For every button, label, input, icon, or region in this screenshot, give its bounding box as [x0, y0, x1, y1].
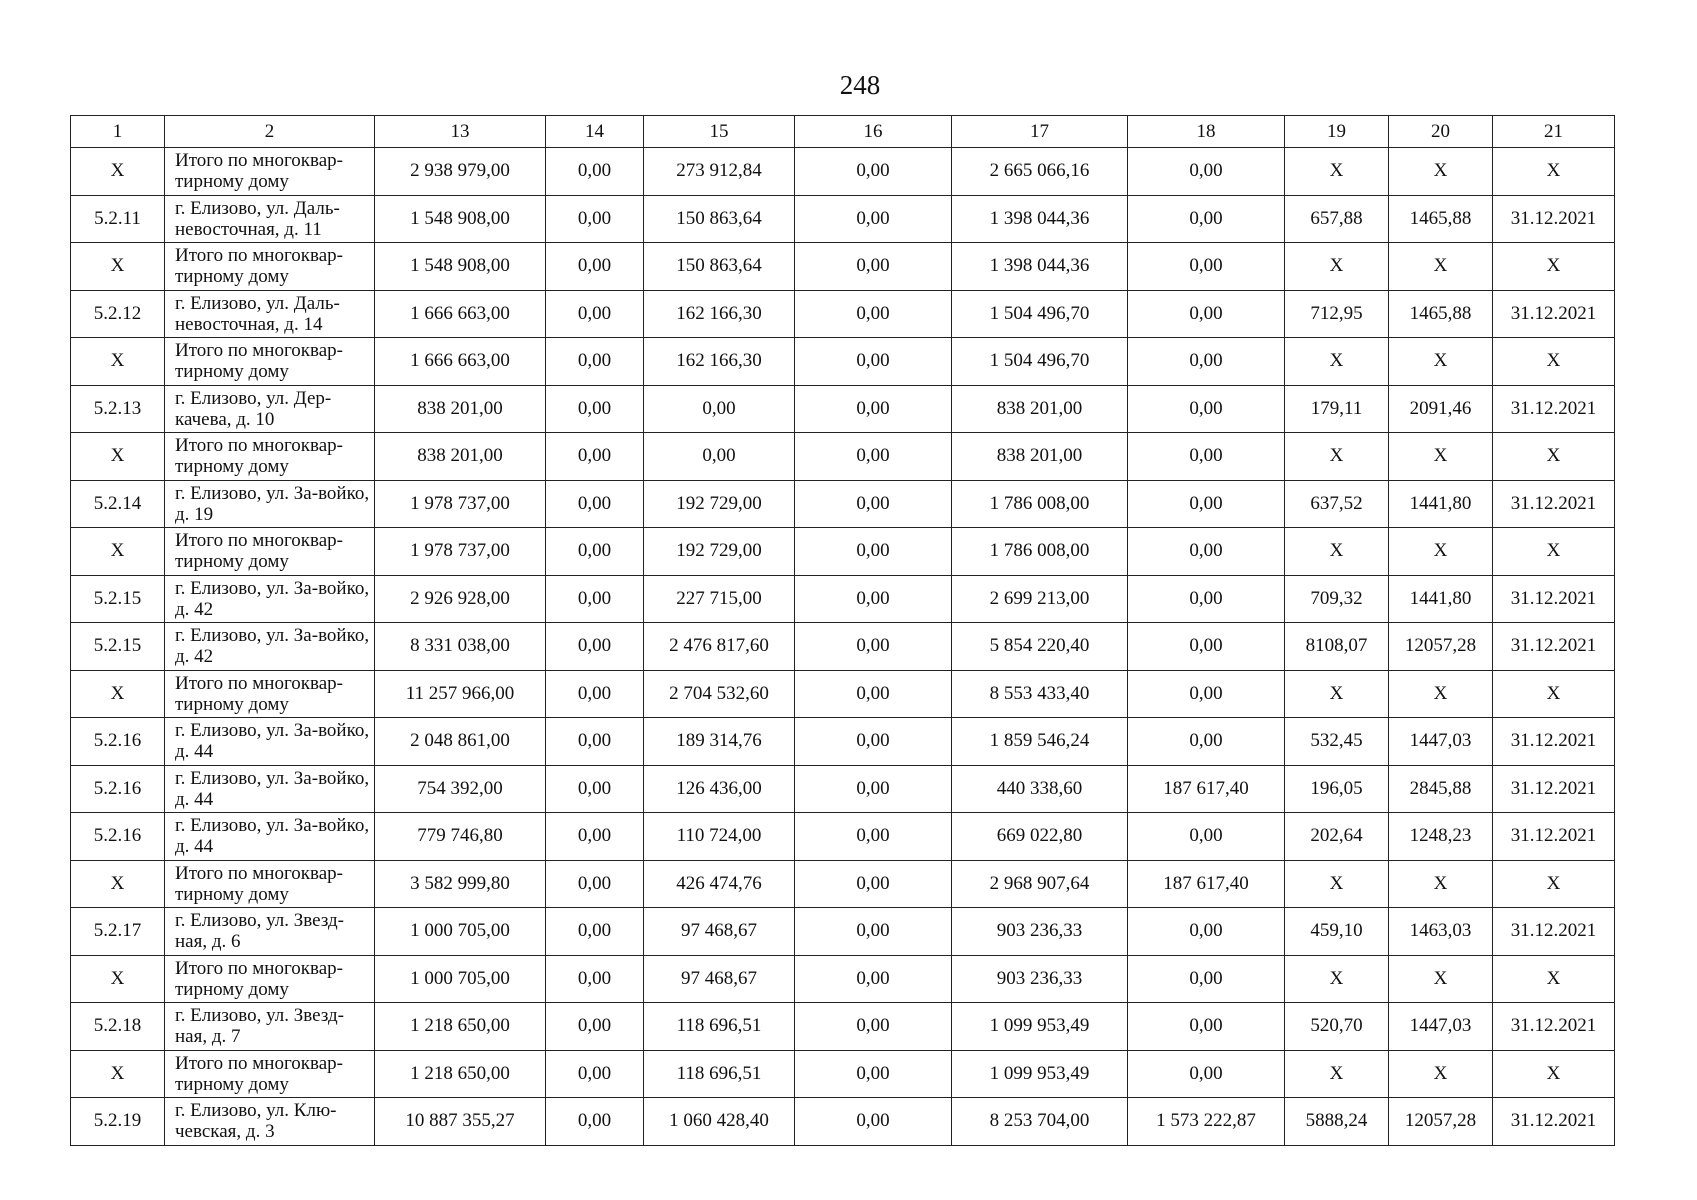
table-cell: 0,00: [546, 955, 644, 1003]
address-cell: г. Елизово, ул. За-войко, д. 44: [165, 765, 375, 813]
table-cell: 0,00: [795, 385, 952, 433]
table-cell: 0,00: [795, 718, 952, 766]
table-cell: 0,00: [795, 1003, 952, 1051]
table-row: [71, 243, 1615, 291]
table-cell: 1 978 737,00: [375, 528, 546, 576]
table-cell: 2 926 928,00: [375, 575, 546, 623]
table-cell: X: [1493, 528, 1615, 576]
table-cell: 227 715,00: [644, 575, 795, 623]
table-cell: 0,00: [795, 290, 952, 338]
table-cell: 0,00: [1128, 1050, 1285, 1098]
table-row: [71, 1003, 1615, 1051]
table-cell: 0,00: [546, 338, 644, 386]
table-cell: 162 166,30: [644, 290, 795, 338]
table-cell: 838 201,00: [952, 385, 1128, 433]
table-cell: 150 863,64: [644, 195, 795, 243]
table-cell: 0,00: [1128, 623, 1285, 671]
table-cell: 150 863,64: [644, 243, 795, 291]
address-cell: г. Елизово, ул. Клю-чевская, д. 3: [165, 1098, 375, 1146]
table-cell: 1 786 008,00: [952, 480, 1128, 528]
table-cell: 202,64: [1285, 813, 1389, 861]
table-cell: 0,00: [546, 243, 644, 291]
table-cell: X: [1285, 955, 1389, 1003]
table-cell: 0,00: [795, 860, 952, 908]
column-header: 20: [1389, 116, 1493, 148]
table-cell: 0,00: [795, 765, 952, 813]
table-row: [71, 765, 1615, 813]
table-cell: 838 201,00: [952, 433, 1128, 481]
table-cell: 1 398 044,36: [952, 195, 1128, 243]
table-cell: 110 724,00: [644, 813, 795, 861]
table-row: [71, 433, 1615, 481]
table-row: [71, 338, 1615, 386]
table-cell: 1248,23: [1389, 813, 1493, 861]
table-row: [71, 813, 1615, 861]
address-cell: Итого по многоквар-тирному дому: [165, 338, 375, 386]
table-cell: 754 392,00: [375, 765, 546, 813]
address-cell: г. Елизово, ул. За-войко, д. 44: [165, 718, 375, 766]
table-cell: 1447,03: [1389, 1003, 1493, 1051]
table-cell: 5.2.14: [71, 480, 165, 528]
table-cell: 5.2.19: [71, 1098, 165, 1146]
table-cell: 0,00: [546, 908, 644, 956]
table-cell: 426 474,76: [644, 860, 795, 908]
table-cell: 179,11: [1285, 385, 1389, 433]
table-cell: 196,05: [1285, 765, 1389, 813]
table-cell: X: [71, 433, 165, 481]
table-cell: X: [1285, 338, 1389, 386]
table-cell: 0,00: [644, 433, 795, 481]
table-cell: 5.2.16: [71, 813, 165, 861]
table-cell: 0,00: [1128, 670, 1285, 718]
table-cell: X: [1389, 433, 1493, 481]
table-cell: 0,00: [795, 243, 952, 291]
table-cell: 532,45: [1285, 718, 1389, 766]
table-cell: 2091,46: [1389, 385, 1493, 433]
table-cell: 0,00: [1128, 385, 1285, 433]
table-cell: 0,00: [1128, 433, 1285, 481]
table-cell: 12057,28: [1389, 623, 1493, 671]
table-cell: 0,00: [546, 385, 644, 433]
table-cell: 0,00: [1128, 1003, 1285, 1051]
table-cell: X: [1493, 338, 1615, 386]
table-cell: 2 704 532,60: [644, 670, 795, 718]
table-cell: 0,00: [546, 148, 644, 196]
table-cell: 838 201,00: [375, 385, 546, 433]
table-cell: 1 099 953,49: [952, 1003, 1128, 1051]
table-cell: 0,00: [1128, 575, 1285, 623]
table-cell: 0,00: [1128, 290, 1285, 338]
table-cell: 1 573 222,87: [1128, 1098, 1285, 1146]
table-cell: 31.12.2021: [1493, 623, 1615, 671]
table-cell: 126 436,00: [644, 765, 795, 813]
table-cell: 31.12.2021: [1493, 908, 1615, 956]
table-cell: 2 665 066,16: [952, 148, 1128, 196]
table-cell: 0,00: [795, 148, 952, 196]
table-cell: 0,00: [795, 623, 952, 671]
table-cell: 0,00: [644, 385, 795, 433]
table-cell: 520,70: [1285, 1003, 1389, 1051]
address-cell: Итого по многоквар-тирному дому: [165, 860, 375, 908]
address-cell: г. Елизово, ул. Звезд-ная, д. 7: [165, 1003, 375, 1051]
table-cell: 709,32: [1285, 575, 1389, 623]
table-cell: 31.12.2021: [1493, 575, 1615, 623]
column-header: 21: [1493, 116, 1615, 148]
table-cell: 162 166,30: [644, 338, 795, 386]
address-cell: г. Елизово, ул. Дер-качева, д. 10: [165, 385, 375, 433]
table-cell: 0,00: [1128, 148, 1285, 196]
table-body: [71, 148, 1615, 1146]
table-cell: X: [1493, 955, 1615, 1003]
address-cell: г. Елизово, ул. За-войко, д. 19: [165, 480, 375, 528]
address-cell: г. Елизово, ул. За-войко, д. 44: [165, 813, 375, 861]
table-cell: 1 060 428,40: [644, 1098, 795, 1146]
table-cell: 1463,03: [1389, 908, 1493, 956]
table-cell: 31.12.2021: [1493, 290, 1615, 338]
table-row: [71, 1098, 1615, 1146]
table-cell: 5 854 220,40: [952, 623, 1128, 671]
table-cell: 1 504 496,70: [952, 290, 1128, 338]
address-cell: г. Елизово, ул. Даль-невосточная, д. 14: [165, 290, 375, 338]
table-cell: 1 548 908,00: [375, 243, 546, 291]
table-cell: 657,88: [1285, 195, 1389, 243]
column-header: 19: [1285, 116, 1389, 148]
column-header: 16: [795, 116, 952, 148]
data-table: [70, 115, 1615, 1146]
table-cell: X: [71, 955, 165, 1003]
table-cell: X: [1389, 338, 1493, 386]
table-cell: 1 666 663,00: [375, 290, 546, 338]
table-cell: 1 786 008,00: [952, 528, 1128, 576]
table-cell: 0,00: [795, 338, 952, 386]
table-cell: 1 504 496,70: [952, 338, 1128, 386]
table-row: [71, 670, 1615, 718]
table-cell: 31.12.2021: [1493, 1098, 1615, 1146]
table-cell: X: [1493, 860, 1615, 908]
table-cell: 0,00: [546, 1098, 644, 1146]
table-cell: 11 257 966,00: [375, 670, 546, 718]
table-cell: X: [1285, 433, 1389, 481]
column-header: 17: [952, 116, 1128, 148]
table-cell: 31.12.2021: [1493, 480, 1615, 528]
table-cell: X: [71, 860, 165, 908]
table-cell: 97 468,67: [644, 955, 795, 1003]
table-cell: X: [1389, 243, 1493, 291]
table-cell: 2 968 907,64: [952, 860, 1128, 908]
table-cell: X: [71, 528, 165, 576]
address-cell: Итого по многоквар-тирному дому: [165, 955, 375, 1003]
table-cell: 5.2.12: [71, 290, 165, 338]
table-row: [71, 1050, 1615, 1098]
table-cell: 0,00: [1128, 718, 1285, 766]
table-cell: 712,95: [1285, 290, 1389, 338]
table-cell: 0,00: [546, 813, 644, 861]
table-cell: 0,00: [1128, 243, 1285, 291]
table-cell: 31.12.2021: [1493, 195, 1615, 243]
table-cell: 31.12.2021: [1493, 385, 1615, 433]
table-cell: 0,00: [546, 290, 644, 338]
table-cell: X: [1389, 528, 1493, 576]
table-cell: X: [1285, 528, 1389, 576]
table-cell: X: [1389, 1050, 1493, 1098]
table-cell: 0,00: [795, 1098, 952, 1146]
table-cell: 0,00: [1128, 528, 1285, 576]
table-cell: 8 331 038,00: [375, 623, 546, 671]
column-header: 14: [546, 116, 644, 148]
table-cell: 440 338,60: [952, 765, 1128, 813]
table-cell: 903 236,33: [952, 908, 1128, 956]
table-cell: 903 236,33: [952, 955, 1128, 1003]
table-cell: 0,00: [546, 575, 644, 623]
column-header: 2: [165, 116, 375, 148]
table-cell: 1447,03: [1389, 718, 1493, 766]
table-cell: 0,00: [795, 528, 952, 576]
table-cell: X: [1493, 1050, 1615, 1098]
table-cell: X: [1285, 670, 1389, 718]
table-cell: 189 314,76: [644, 718, 795, 766]
table-cell: X: [1389, 148, 1493, 196]
table-row: [71, 860, 1615, 908]
table-cell: X: [1389, 860, 1493, 908]
table-cell: X: [1493, 433, 1615, 481]
table-cell: X: [1285, 860, 1389, 908]
address-cell: Итого по многоквар-тирному дому: [165, 1050, 375, 1098]
table-cell: X: [1285, 148, 1389, 196]
table-cell: 1 000 705,00: [375, 955, 546, 1003]
table-cell: 669 022,80: [952, 813, 1128, 861]
table-cell: 779 746,80: [375, 813, 546, 861]
table-cell: X: [1285, 1050, 1389, 1098]
table-cell: 0,00: [1128, 338, 1285, 386]
table-cell: 0,00: [795, 670, 952, 718]
table-cell: 1 398 044,36: [952, 243, 1128, 291]
table-row: [71, 148, 1615, 196]
column-header: 18: [1128, 116, 1285, 148]
table-cell: 0,00: [546, 1050, 644, 1098]
address-cell: г. Елизово, ул. Звезд-ная, д. 6: [165, 908, 375, 956]
table-row: [71, 718, 1615, 766]
address-cell: г. Елизово, ул. Даль-невосточная, д. 11: [165, 195, 375, 243]
table-cell: 2 938 979,00: [375, 148, 546, 196]
table-cell: 0,00: [795, 955, 952, 1003]
table-cell: X: [1493, 670, 1615, 718]
address-cell: г. Елизово, ул. За-войко, д. 42: [165, 623, 375, 671]
table-cell: 0,00: [795, 1050, 952, 1098]
address-cell: Итого по многоквар-тирному дому: [165, 243, 375, 291]
table-cell: 187 617,40: [1128, 765, 1285, 813]
table-cell: 838 201,00: [375, 433, 546, 481]
table-cell: 0,00: [795, 480, 952, 528]
table-cell: 0,00: [546, 718, 644, 766]
table-row: [71, 528, 1615, 576]
table-cell: 5.2.16: [71, 718, 165, 766]
table-cell: 97 468,67: [644, 908, 795, 956]
table-cell: 0,00: [546, 195, 644, 243]
table-cell: 1 859 546,24: [952, 718, 1128, 766]
table-cell: 0,00: [546, 670, 644, 718]
table-cell: 0,00: [1128, 480, 1285, 528]
table-cell: 118 696,51: [644, 1050, 795, 1098]
table-cell: 0,00: [546, 433, 644, 481]
table-cell: 118 696,51: [644, 1003, 795, 1051]
table-cell: X: [71, 670, 165, 718]
table-cell: 5.2.13: [71, 385, 165, 433]
table-cell: 1465,88: [1389, 290, 1493, 338]
table-cell: 8 253 704,00: [952, 1098, 1128, 1146]
table-cell: 1 000 705,00: [375, 908, 546, 956]
table-cell: 5.2.18: [71, 1003, 165, 1051]
table-cell: 5.2.11: [71, 195, 165, 243]
table-cell: 31.12.2021: [1493, 1003, 1615, 1051]
table-cell: X: [71, 338, 165, 386]
address-cell: Итого по многоквар-тирному дому: [165, 528, 375, 576]
table-cell: 2 699 213,00: [952, 575, 1128, 623]
table-cell: 0,00: [1128, 908, 1285, 956]
table-cell: X: [71, 148, 165, 196]
table-row: [71, 480, 1615, 528]
table-cell: X: [1493, 148, 1615, 196]
table-cell: 459,10: [1285, 908, 1389, 956]
address-cell: г. Елизово, ул. За-войко, д. 42: [165, 575, 375, 623]
header-row: [71, 116, 1615, 148]
table-cell: X: [71, 1050, 165, 1098]
table-cell: 8108,07: [1285, 623, 1389, 671]
table-cell: 1441,80: [1389, 480, 1493, 528]
table-cell: 10 887 355,27: [375, 1098, 546, 1146]
table-cell: 0,00: [795, 575, 952, 623]
table-cell: 1 218 650,00: [375, 1050, 546, 1098]
table-cell: 0,00: [546, 480, 644, 528]
column-header: 13: [375, 116, 546, 148]
table-cell: 187 617,40: [1128, 860, 1285, 908]
table-row: [71, 955, 1615, 1003]
page-number: 248: [839, 70, 881, 100]
table-cell: 5.2.15: [71, 575, 165, 623]
table-cell: 0,00: [546, 623, 644, 671]
address-cell: Итого по многоквар-тирному дому: [165, 148, 375, 196]
table-cell: 1441,80: [1389, 575, 1493, 623]
table-row: [71, 908, 1615, 956]
table-cell: 31.12.2021: [1493, 765, 1615, 813]
table-cell: 1465,88: [1389, 195, 1493, 243]
table-row: [71, 290, 1615, 338]
table-cell: X: [1389, 955, 1493, 1003]
table-cell: 5.2.15: [71, 623, 165, 671]
table-cell: 0,00: [546, 528, 644, 576]
table-row: [71, 623, 1615, 671]
table-cell: 0,00: [795, 433, 952, 481]
table-cell: X: [1493, 243, 1615, 291]
table-cell: 31.12.2021: [1493, 718, 1615, 766]
table-cell: 1 548 908,00: [375, 195, 546, 243]
table-cell: 31.12.2021: [1493, 813, 1615, 861]
table-cell: 192 729,00: [644, 480, 795, 528]
table-cell: 5888,24: [1285, 1098, 1389, 1146]
table-row: [71, 385, 1615, 433]
table-cell: 1 099 953,49: [952, 1050, 1128, 1098]
table-cell: X: [71, 243, 165, 291]
table-cell: 0,00: [546, 860, 644, 908]
table-cell: 5.2.16: [71, 765, 165, 813]
table-cell: 3 582 999,80: [375, 860, 546, 908]
table-cell: 1 666 663,00: [375, 338, 546, 386]
table-cell: 0,00: [795, 908, 952, 956]
table-cell: 273 912,84: [644, 148, 795, 196]
table-cell: 0,00: [1128, 195, 1285, 243]
table-cell: 0,00: [1128, 955, 1285, 1003]
table-cell: 2845,88: [1389, 765, 1493, 813]
table-cell: 1 978 737,00: [375, 480, 546, 528]
column-header: 1: [71, 116, 165, 148]
table-cell: 1 218 650,00: [375, 1003, 546, 1051]
table-cell: 192 729,00: [644, 528, 795, 576]
table-cell: 0,00: [795, 195, 952, 243]
table-cell: 2 476 817,60: [644, 623, 795, 671]
column-header: 15: [644, 116, 795, 148]
table-cell: 2 048 861,00: [375, 718, 546, 766]
table-cell: 0,00: [795, 813, 952, 861]
address-cell: Итого по многоквар-тирному дому: [165, 433, 375, 481]
table-cell: X: [1389, 670, 1493, 718]
table-cell: X: [1285, 243, 1389, 291]
table-cell: 5.2.17: [71, 908, 165, 956]
table-cell: 637,52: [1285, 480, 1389, 528]
table-cell: 0,00: [1128, 813, 1285, 861]
table-row: [71, 575, 1615, 623]
table-cell: 8 553 433,40: [952, 670, 1128, 718]
table-cell: 0,00: [546, 765, 644, 813]
table-row: [71, 195, 1615, 243]
address-cell: Итого по многоквар-тирному дому: [165, 670, 375, 718]
table-cell: 12057,28: [1389, 1098, 1493, 1146]
table-cell: 0,00: [546, 1003, 644, 1051]
